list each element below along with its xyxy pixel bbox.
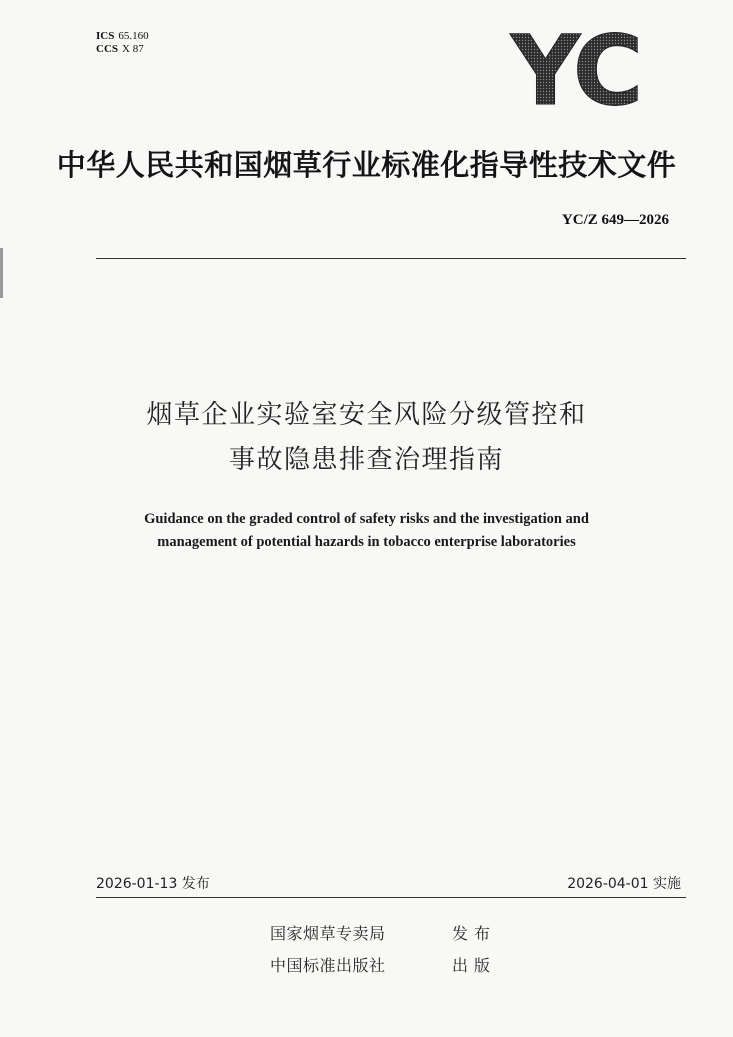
issue-date: 2026-01-13 发布	[96, 876, 210, 892]
title-en-line-1: Guidance on the graded control of safety risks and the investigation and	[144, 511, 589, 527]
document-title-cn	[0, 393, 733, 483]
binding-edge-mark	[0, 248, 3, 298]
logo-text: YC	[510, 18, 640, 118]
header-divider	[96, 258, 686, 259]
publisher-org: 中国标准出版社	[270, 956, 386, 975]
publisher-action: 发布	[452, 924, 497, 943]
ics-value: 65.160	[118, 30, 149, 42]
ccs-value: X 87	[122, 43, 144, 55]
title-en-line-2: management of potential hazards in tobacco enterprise laboratories	[157, 534, 576, 550]
ics-label: ICS	[96, 30, 115, 42]
document-title-en	[0, 508, 733, 554]
title-cn-line-1: 烟草企业实验室安全风险分级管控和	[146, 400, 587, 430]
title-cn-line-2: 事故隐患排查治理指南	[228, 445, 504, 475]
publisher-org: 国家烟草专卖局	[270, 924, 386, 943]
ics-code	[96, 30, 149, 43]
standard-number: YC/Z 649—2026	[561, 212, 669, 228]
ccs-code	[96, 43, 149, 56]
footer-divider	[96, 897, 686, 898]
publisher-action: 出版	[452, 956, 497, 975]
standard-category-title: 中华人民共和国烟草行业标准化指导性技术文件	[56, 148, 677, 182]
yc-logo	[500, 18, 650, 118]
classification-codes	[96, 30, 149, 56]
implementation-date: 2026-04-01 实施	[567, 876, 681, 892]
ccs-label: CCS	[96, 43, 119, 55]
